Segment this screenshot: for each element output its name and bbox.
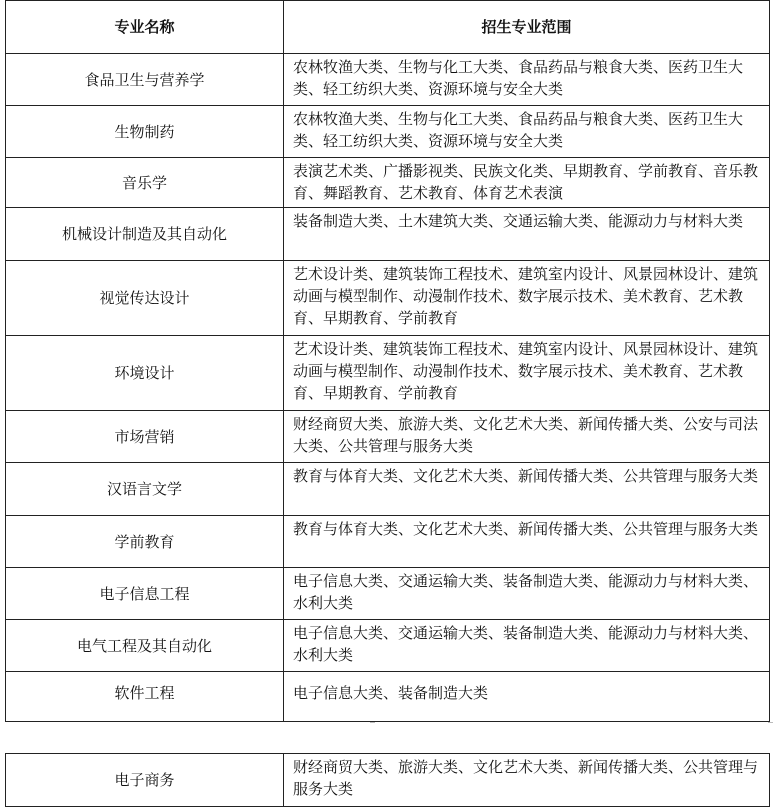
scope-cell: 电子信息大类、交通运输大类、装备制造大类、能源动力与材料大类、水利大类	[284, 620, 770, 672]
scope-cell: 财经商贸大类、旅游大类、文化艺术大类、新闻传播大类、公共管理与服务大类	[284, 754, 770, 807]
scope-cell: 表演艺术类、广播影视类、民族文化类、早期教育、学前教育、音乐教育、舞蹈教育、艺术教育、体育艺术表演	[284, 158, 770, 208]
scope-cell: 装备制造大类、土木建筑大类、交通运输大类、能源动力与材料大类	[284, 208, 770, 261]
scope-cell: 农林牧渔大类、生物与化工大类、食品药品与粮食大类、医药卫生大类、轻工纺织大类、资源环境与安全大类	[284, 54, 770, 106]
table-row	[6, 336, 770, 411]
major-name-cell: 学前教育	[6, 516, 284, 568]
major-name-cell: 电子信息工程	[6, 568, 284, 620]
table-row	[6, 208, 770, 261]
major-name-cell: 食品卫生与营养学	[6, 54, 284, 106]
major-name-cell: 电子商务	[6, 754, 284, 807]
major-name-cell: 市场营销	[6, 411, 284, 463]
scope-cell: 农林牧渔大类、生物与化工大类、食品药品与粮食大类、医药卫生大类、轻工纺织大类、资源环境与安全大类	[284, 106, 770, 158]
table-row	[6, 411, 770, 463]
admission-table	[5, 0, 770, 722]
scope-cell: 艺术设计类、建筑装饰工程技术、建筑室内设计、风景园林设计、建筑动画与模型制作、动漫制作技术、数字展示技术、美术教育、艺术教育、早期教育、学前教育	[284, 261, 770, 336]
table-row	[6, 620, 770, 672]
major-name-cell: 电气工程及其自动化	[6, 620, 284, 672]
major-name-cell: 汉语言文学	[6, 463, 284, 516]
scope-cell: 教育与体育大类、文化艺术大类、新闻传播大类、公共管理与服务大类	[284, 463, 770, 516]
column-header-scope: 招生专业范围	[284, 1, 770, 54]
table-row	[6, 516, 770, 568]
major-name-cell: 机械设计制造及其自动化	[6, 208, 284, 261]
major-name-cell: 软件工程	[6, 672, 284, 722]
page-break-mark	[370, 722, 375, 723]
admission-table-continued	[5, 753, 770, 807]
table-row	[6, 463, 770, 516]
scope-cell: 教育与体育大类、文化艺术大类、新闻传播大类、公共管理与服务大类	[284, 516, 770, 568]
table-row	[6, 672, 770, 722]
scope-cell: 艺术设计类、建筑装饰工程技术、建筑室内设计、风景园林设计、建筑动画与模型制作、动漫制作技术、数字展示技术、美术教育、艺术教育、早期教育、学前教育	[284, 336, 770, 411]
major-name-cell: 音乐学	[6, 158, 284, 208]
table-row	[6, 568, 770, 620]
table-row	[6, 754, 770, 807]
major-name-cell: 环境设计	[6, 336, 284, 411]
table-row	[6, 158, 770, 208]
scope-cell: 电子信息大类、装备制造大类	[284, 672, 770, 722]
table-row	[6, 54, 770, 106]
major-name-cell: 生物制药	[6, 106, 284, 158]
table-row	[6, 106, 770, 158]
column-header-major: 专业名称	[6, 1, 284, 54]
scope-cell: 电子信息大类、交通运输大类、装备制造大类、能源动力与材料大类、水利大类	[284, 568, 770, 620]
page-break-mark	[768, 722, 773, 723]
table-header-row	[6, 1, 770, 54]
major-name-cell: 视觉传达设计	[6, 261, 284, 336]
scope-cell: 财经商贸大类、旅游大类、文化艺术大类、新闻传播大类、公安与司法大类、公共管理与服务大类	[284, 411, 770, 463]
table-row	[6, 261, 770, 336]
